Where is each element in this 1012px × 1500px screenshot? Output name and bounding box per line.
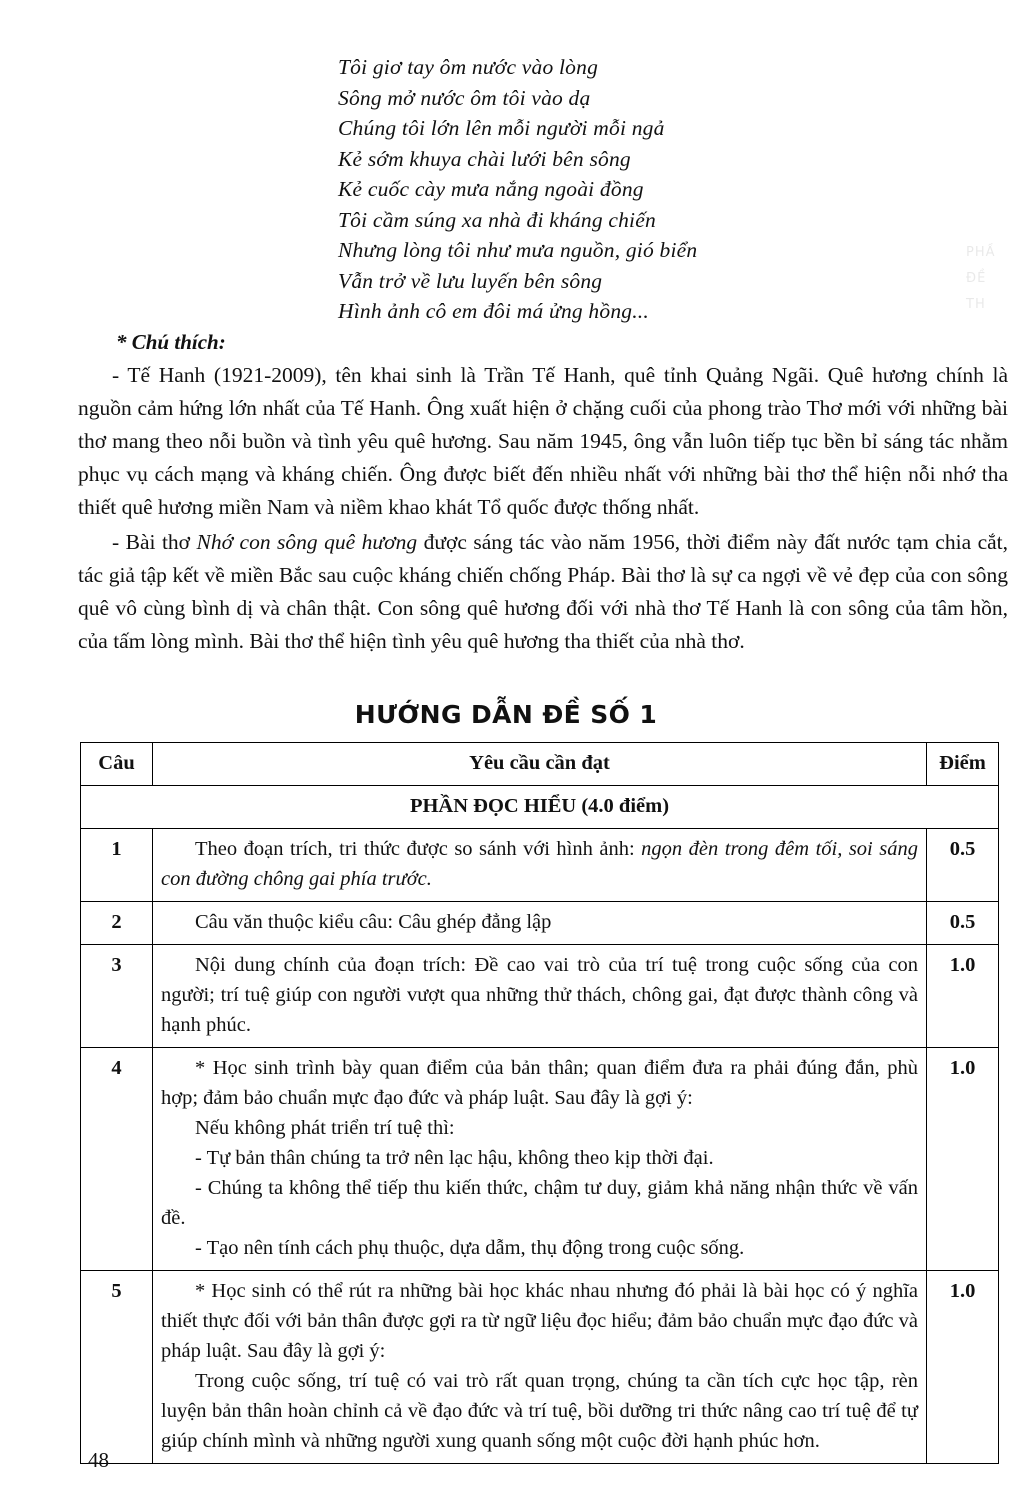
row-paragraph: Câu văn thuộc kiểu câu: Câu ghép đẳng lập: [195, 911, 552, 933]
row-paragraph: - Tạo nên tính cách phụ thuộc, dựa dẫm, thụ động trong cuộc sống.: [195, 1237, 745, 1259]
row-paragraph: [161, 834, 918, 894]
poem-line: Hình ảnh cô em đôi má ửng hồng...: [338, 299, 649, 323]
row-content: [153, 1048, 927, 1271]
row-paragraph: Nếu không phát triển trí tuệ thì:: [195, 1117, 455, 1139]
table-header-row: [81, 743, 999, 786]
table-row: [81, 829, 999, 902]
row-paragraph: - Chúng ta không thể tiếp thu kiến thức, chậm tư duy, giảm khả năng nhận thức về vấn đề.: [161, 1177, 918, 1229]
poem-line: Kẻ sớm khuya chài lưới bên sông: [338, 146, 631, 171]
table-row: [81, 902, 999, 945]
page-number: 48: [88, 1448, 109, 1472]
notes-title: * Chú thích:: [116, 330, 226, 354]
row-score: 1.0: [927, 1271, 999, 1464]
note-paragraph-author: [78, 359, 1008, 524]
row-number: 4: [81, 1048, 153, 1271]
row-text-italic: ngọn đèn trong đêm tối, soi sáng con đường chông gai phía trước.: [161, 838, 918, 890]
table-section-row: [81, 786, 999, 829]
note-author-text: - Tế Hanh (1921-2009), tên khai sinh là Trần Tế Hanh, quê tỉnh Quảng Ngãi. Quê hương chính là nguồn cảm hứng lớn nhất của Tế Hanh. Ông xuất hiện ở chặng cuối của phong trào Thơ mới với những bài thơ mang theo nỗi buồn và tình yêu quê hương. Sau năm 1945, ông vẫn luôn tiếp tục bền bỉ sáng tác nhằm phục vụ cách mạng và kháng chiến. Ông được biết đến nhiều nhất với những bài thơ thể hiện nỗi nhớ tha thiết quê hương miền Nam và niềm khao khát Tổ quốc được thống nhất.: [78, 363, 1008, 519]
row-score: 1.0: [927, 945, 999, 1048]
row-content: [153, 945, 927, 1048]
row-number: 5: [81, 1271, 153, 1464]
poem-line: Chúng tôi lớn lên mỗi người mỗi ngả: [338, 116, 665, 140]
note-paragraph-poem: [78, 526, 1008, 658]
table-row: [81, 1271, 999, 1464]
column-header-cau: Câu: [81, 743, 153, 786]
row-text: Theo đoạn trích, tri thức được so sánh với hình ảnh:: [195, 838, 642, 860]
section-title: PHẦN ĐỌC HIỂU (4.0 điểm): [81, 786, 999, 829]
row-paragraph: * Học sinh trình bày quan điểm của bản thân; quan điểm đưa ra phải đúng đắn, phù hợp; đảm bảo chuẩn mực đạo đức và pháp luật. Sau đây là gợi ý:: [161, 1057, 918, 1109]
poem-block: [338, 52, 958, 327]
notes-block: [78, 330, 1008, 660]
row-number: 1: [81, 829, 153, 902]
answer-key-table-wrapper: [80, 742, 998, 1464]
row-score: 0.5: [927, 829, 999, 902]
poem-line: Kẻ cuốc cày mưa nắng ngoài đồng: [338, 177, 644, 201]
note-poem-prefix: - Bài thơ: [112, 530, 197, 554]
row-paragraph: Trong cuộc sống, trí tuệ có vai trò rất quan trọng, chúng ta cần tích cực học tập, rèn luyện bản thân hoàn chỉnh cả về đạo đức và trí tuệ, bồi dưỡng tri thức nâng cao trí tuệ để tự giúp chính mình và những người xung quanh sống một cuộc đời hạnh phúc hơn.: [161, 1370, 918, 1452]
poem-line: Nhưng lòng tôi như mưa nguồn, gió biển: [338, 238, 698, 262]
poem-line: Sông mở nước ôm tôi vào dạ: [338, 85, 591, 110]
row-score: 1.0: [927, 1048, 999, 1271]
row-score: 0.5: [927, 902, 999, 945]
row-paragraph: * Học sinh có thể rút ra những bài học khác nhau nhưng đó phải là bài học có ý nghĩa thiết thực đối với bản thân được gợi ra từ ngữ liệu đọc hiểu; đảm bảo chuẩn mực đạo đức và pháp luật. Sau đây là gợi ý:: [161, 1280, 918, 1362]
note-poem-title: Nhớ con sông quê hương: [196, 530, 418, 554]
poem-line: Tôi giơ tay ôm nước vào lòng: [338, 55, 599, 79]
note-poem-rest: được sáng tác vào năm 1956, thời điểm này đất nước tạm chia cắt, tác giả tập kết về miền Bắc sau cuộc kháng chiến chống Pháp. Bài thơ là sự ca ngợi về vẻ đẹp của con sông quê vô cùng bình dị và chân thật. Con sông quê hương đối với nhà thơ Tế Hanh là con sông của tâm hồn, của tấm lòng mình. Bài thơ thể hiện tình yêu quê hương tha thiết của nhà thơ.: [78, 530, 1009, 653]
poem-line: Tôi cầm súng xa nhà đi kháng chiến: [338, 207, 656, 232]
table-row: [81, 945, 999, 1048]
answer-key-table: [80, 742, 999, 1464]
row-content: [153, 902, 927, 945]
row-number: 3: [81, 945, 153, 1048]
row-content: [153, 829, 927, 902]
poem-line: Vẫn trở về lưu luyến bên sông: [338, 268, 603, 293]
column-header-diem: Điểm: [927, 743, 999, 786]
page-title: HƯỚNG DẪN ĐỀ SỐ 1: [354, 700, 658, 729]
row-paragraph: Nội dung chính của đoạn trích: Đề cao vai trò của trí tuệ trong cuộc sống của con người; trí tuệ giúp con người vượt qua những thử thách, chông gai, đạt được thành công và hạnh phúc.: [161, 954, 918, 1036]
table-row: [81, 1048, 999, 1271]
row-paragraph: - Tự bản thân chúng ta trở nên lạc hậu, không theo kịp thời đại.: [195, 1147, 714, 1169]
row-content: [153, 1271, 927, 1464]
column-header-yeu-cau: Yêu cầu cần đạt: [153, 743, 927, 786]
scan-bleedthrough: PHẦ ĐỀ TH: [966, 245, 996, 312]
row-number: 2: [81, 902, 153, 945]
